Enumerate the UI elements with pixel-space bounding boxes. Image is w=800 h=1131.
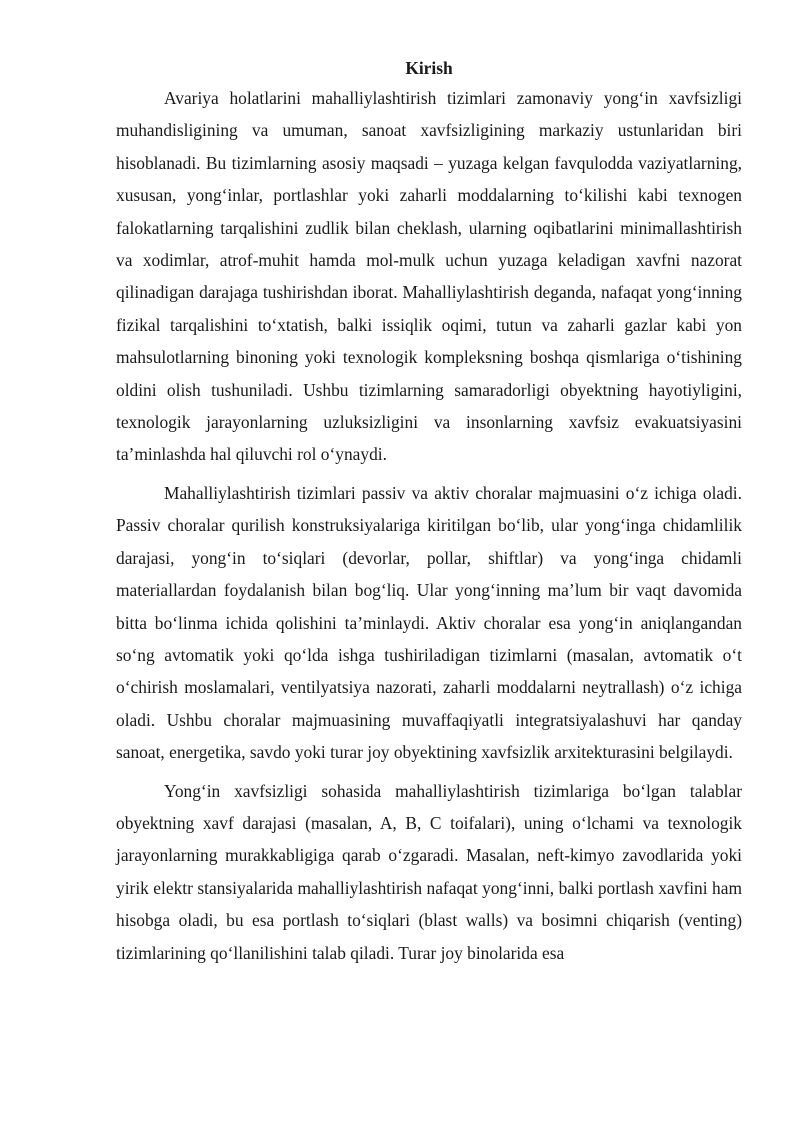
paragraph-1: Avariya holatlarini mahalliylashtirish tizimlari zamonaviy yong‘in xavfsizligi muhandisligining va umuman, sanoat xavfsizligining markaziy ustunlaridan biri hisoblanadi. Bu tizimlarning asosiy maqsadi – yuzaga kelgan favqulodda vaziyatlarning, xususan, yong‘inlar, portlashlar yoki zaharli moddalarning to‘kilishi kabi texnogen falokatlarning tarqalishini zudlik bilan cheklash, ularning oqibatlarini minimallashtirish va xodimlar, atrof-muhit hamda mol-mulk uchun yuzaga keladigan xavfni nazorat qilinadigan darajaga tushirishdan iborat. Mahalliylashtirish deganda, nafaqat yong‘inning fizikal tarqalishini to‘xtatish, balki issiqlik oqimi, tutun va zaharli gazlar kabi yon mahsulotlarning binoning yoki texnologik kompleksning boshqa qismlariga o‘tishining oldini olish tushuniladi. Ushbu tizimlarning samaradorligi obyektning hayotiyligini, texnologik jarayonlarning uzluksizligini va insonlarning xavfsiz evakuatsiyasini ta’minlashda hal qiluvchi rol o‘ynaydi. bbox=[116, 88, 742, 465]
section-title: Kirish bbox=[405, 58, 453, 78]
paragraph-3: Yong‘in xavfsizligi sohasida mahalliylashtirish tizimlariga bo‘lgan talablar obyektning xavf darajasi (masalan, A, B, C toifalari), uning o‘lchami va texnologik jarayonlarning murakkabligiga qarab o‘zgaradi. Masalan, neft-kimyo zavodlarida yoki yirik elektr stansiyalarida mahalliylashtirish nafaqat yong‘inni, balki portlash xavfini ham hisobga oladi, bu esa portlash to‘siqlari (blast walls) va bosimni chiqarish (venting) tizimlarining qo‘llanilishini talab qiladi. Turar joy binolarida esa bbox=[116, 780, 742, 963]
paragraph-2: Mahalliylashtirish tizimlari passiv va aktiv choralar majmuasini o‘z ichiga oladi. Passiv choralar qurilish konstruksiyalariga kiritilgan bo‘lib, ular yong‘inga chidamlilik darajasi, yong‘in to‘siqlari (devorlar, pollar, shiftlar) va yong‘inga chidamli materiallardan foydalanish bilan bog‘liq. Ular yong‘inning ma’lum bir vaqt davomida bitta bo‘linma ichida qolishini ta’minlaydi. Aktiv choralar esa yong‘in aniqlangandan so‘ng avtomatik yoki qo‘lda ishga tushiriladigan tizimlarni (masalan, avtomatik o‘t o‘chirish moslamalari, ventilyatsiya nazorati, zaharli moddalarni neytrallash) o‘z ichiga oladi. Ushbu choralar majmuasining muvaffaqiyatli integratsiyalashuvi har qanday sanoat, energetika, savdo yoki turar joy obyektining xavfsizlik arxitekturasini belgilaydi. bbox=[116, 482, 742, 763]
document-body bbox=[116, 54, 742, 969]
